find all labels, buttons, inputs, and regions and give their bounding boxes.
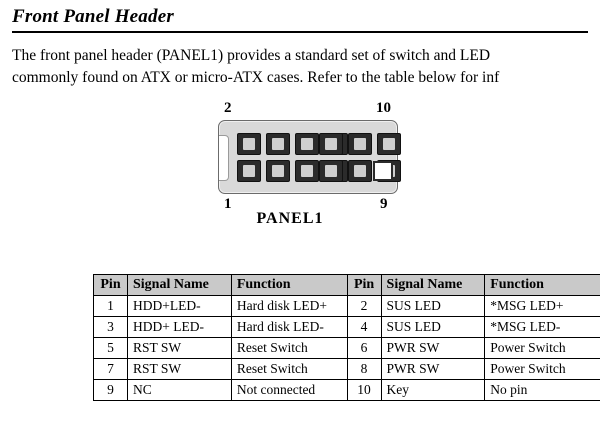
- cell-signal-right: PWR SW: [381, 338, 485, 359]
- pin-socket: [237, 160, 261, 182]
- cell-function-right: *MSG LED-: [485, 317, 600, 338]
- pin-socket: [319, 133, 343, 155]
- panel-header-diagram: [0, 98, 600, 238]
- pin-socket: [348, 133, 372, 155]
- cell-function-right: Power Switch: [485, 338, 600, 359]
- cell-function-right: Power Switch: [485, 359, 600, 380]
- intro-paragraph-line-1: The front panel header (PANEL1) provides a standard set of switch and LED: [12, 45, 600, 67]
- intro-paragraph-line-2: commonly found on ATX or micro-ATX cases. Refer to the table below for inf: [12, 67, 600, 89]
- table-header-pin-left: Pin: [94, 275, 128, 296]
- table-row: [94, 317, 600, 338]
- cell-function-left: Reset Switch: [231, 359, 347, 380]
- cell-signal-left: RST SW: [127, 359, 231, 380]
- connector-notch: [219, 135, 229, 181]
- pin-socket: [266, 133, 290, 155]
- cell-pin-right: 8: [347, 359, 381, 380]
- cell-signal-right: Key: [381, 380, 485, 401]
- cell-function-left: Reset Switch: [231, 338, 347, 359]
- table-header-function-right: Function: [485, 275, 600, 296]
- pin-label-bottom-right: 9: [380, 196, 388, 213]
- cell-pin-right: 10: [347, 380, 381, 401]
- cell-pin-right: 6: [347, 338, 381, 359]
- connector-body: [218, 120, 398, 194]
- title-divider: [12, 31, 588, 33]
- cell-function-right: *MSG LED+: [485, 296, 600, 317]
- cell-function-left: Hard disk LED-: [231, 317, 347, 338]
- diagram-caption-text: PANEL1: [256, 210, 323, 228]
- page-title: Front Panel Header: [12, 6, 600, 28]
- table-header-signal-left: Signal Name: [127, 275, 231, 296]
- pin-label-top-left: 2: [224, 100, 232, 117]
- pin-assignment-table: [93, 274, 600, 401]
- pin-socket: [377, 133, 401, 155]
- cell-pin-left: 5: [94, 338, 128, 359]
- table-row: [94, 296, 600, 317]
- diagram-caption: [0, 210, 600, 228]
- cell-signal-left: NC: [127, 380, 231, 401]
- cell-function-left: Not connected: [231, 380, 347, 401]
- cell-signal-left: HDD+LED-: [127, 296, 231, 317]
- pin-label-top-right: 10: [376, 100, 391, 117]
- table-header-function-left: Function: [231, 275, 347, 296]
- cell-signal-left: HDD+ LED-: [127, 317, 231, 338]
- cell-signal-right: SUS LED: [381, 317, 485, 338]
- pin-socket: [237, 133, 261, 155]
- table-header-signal-right: Signal Name: [381, 275, 485, 296]
- table-header-row: [94, 275, 600, 296]
- table-row: [94, 338, 600, 359]
- cell-function-right: No pin: [485, 380, 600, 401]
- pin-socket: [348, 160, 372, 182]
- pin-label-bottom-left: 1: [224, 196, 232, 213]
- pin-socket: [295, 160, 319, 182]
- cell-signal-right: SUS LED: [381, 296, 485, 317]
- cell-pin-left: 7: [94, 359, 128, 380]
- cell-pin-right: 4: [347, 317, 381, 338]
- table-row: [94, 380, 600, 401]
- pin-socket: [266, 160, 290, 182]
- cell-function-left: Hard disk LED+: [231, 296, 347, 317]
- cell-signal-left: RST SW: [127, 338, 231, 359]
- table-row: [94, 359, 600, 380]
- intro-paragraph: [12, 45, 600, 90]
- table-header-pin-right: Pin: [347, 275, 381, 296]
- cell-signal-right: PWR SW: [381, 359, 485, 380]
- pin-socket: [295, 133, 319, 155]
- key-pin-blank: [373, 161, 393, 181]
- cell-pin-left: 9: [94, 380, 128, 401]
- pin-socket: [319, 160, 343, 182]
- cell-pin-left: 1: [94, 296, 128, 317]
- cell-pin-left: 3: [94, 317, 128, 338]
- cell-pin-right: 2: [347, 296, 381, 317]
